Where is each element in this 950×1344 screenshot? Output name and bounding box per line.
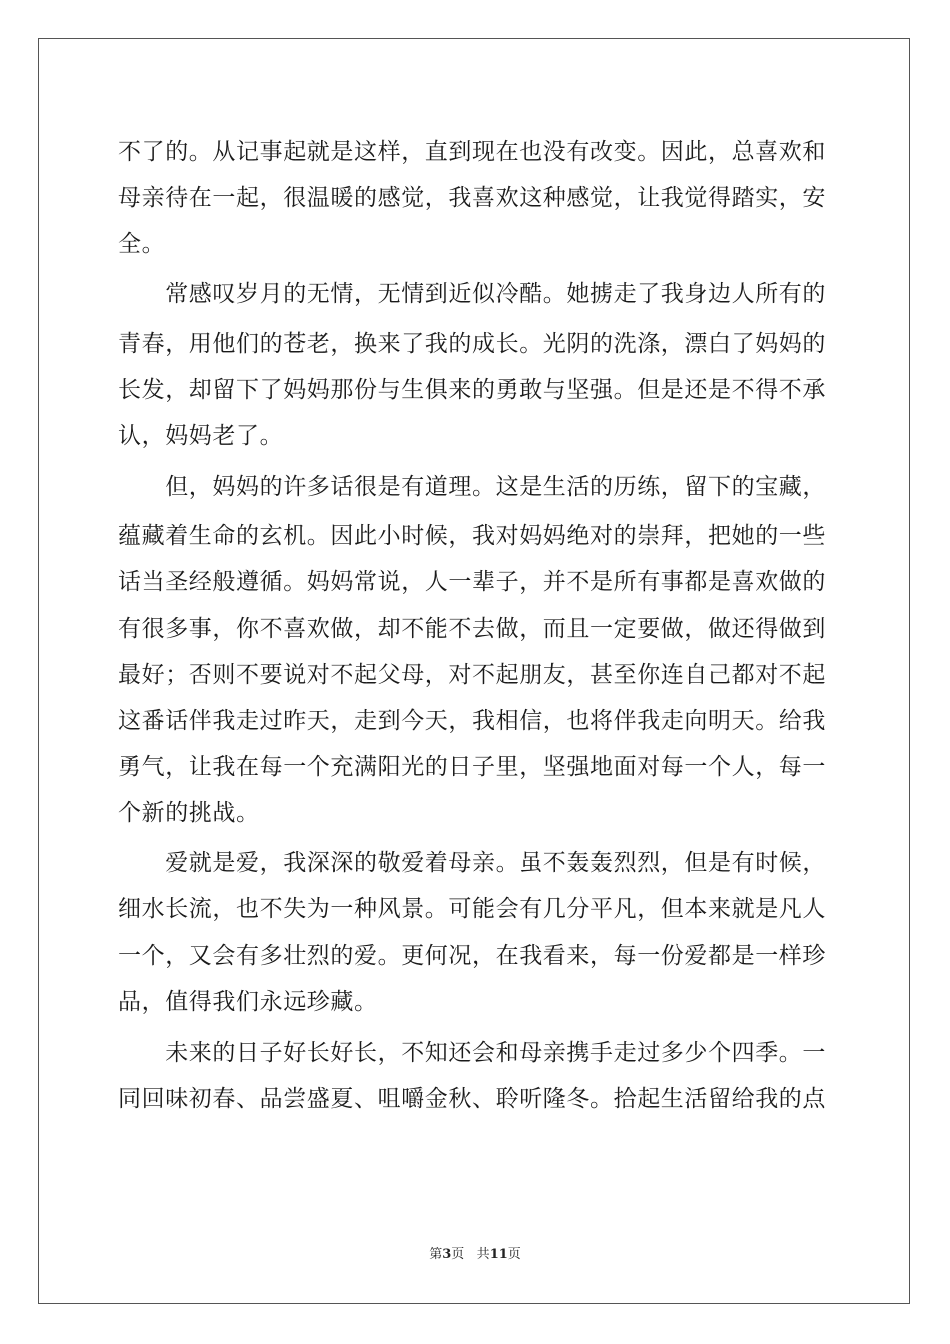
text-line: 爱就是爱，我深深的敬爱着母亲。虽不轰轰烈烈，但是有时候， [118,850,826,876]
text-line: 青春，用他们的苍老，换来了我的成长。光阴的洗涤，漂白了妈妈的 [118,331,826,357]
text-line: 未来的日子好长好长，不知还会和母亲携手走过多少个四季。一 [118,1040,826,1066]
text-line: 长发，却留下了妈妈那份与生俱来的勇敢与坚强。但是还是不得不承 [118,377,826,403]
text-line: 这番话伴我走过昨天，走到今天，我相信，也将伴我走向明天。给我 [118,708,826,734]
text-line: 话当圣经般遵循。妈妈常说，人一辈子，并不是所有事都是喜欢做的 [118,569,826,595]
page-label-suffix: 页 [451,1247,465,1262]
text-line: 蕴藏着生命的玄机。因此小时候，我对妈妈绝对的崇拜，把她的一些 [118,523,826,549]
text-line: 一个，又会有多壮烈的爱。更何况，在我看来，每一份爱都是一样珍 [118,943,826,969]
text-line: 但，妈妈的许多话很是有道理。这是生活的历练，留下的宝藏， [118,474,826,500]
text-line: 母亲待在一起，很温暖的感觉，我喜欢这种感觉，让我觉得踏实，安 [118,185,826,211]
text-line: 最好；否则不要说对不起父母，对不起朋友，甚至你连自己都对不起 [118,662,826,688]
text-line: 不了的。从记事起就是这样，直到现在也没有改变。因此，总喜欢和 [118,139,826,165]
text-line: 同回味初春、品尝盛夏、咀嚼金秋、聆听隆冬。拾起生活留给我的点 [118,1086,826,1112]
text-line: 勇气，让我在每一个充满阳光的日子里，坚强地面对每一个人，每一 [118,754,826,780]
page-footer [0,1246,950,1264]
total-label-suffix: 页 [507,1247,521,1262]
text-line: 品，值得我们永远珍藏。 [118,989,378,1015]
total-label-prefix: 共 [476,1247,490,1262]
total-pages-number: 11 [489,1247,508,1262]
text-line: 常感叹岁月的无情，无情到近似冷酷。她掳走了我身边人所有的 [118,281,826,307]
page-label-prefix: 第 [429,1247,443,1262]
text-line: 全。 [118,231,166,257]
text-line: 有很多事，你不喜欢做，却不能不去做，而且一定要做，做还得做到 [118,616,826,642]
text-line: 细水长流，也不失为一种风景。可能会有几分平凡，但本来就是凡人 [118,896,826,922]
text-line: 个新的挑战。 [118,800,260,826]
text-line: 认，妈妈老了。 [118,423,284,449]
current-page-number: 3 [442,1247,452,1262]
